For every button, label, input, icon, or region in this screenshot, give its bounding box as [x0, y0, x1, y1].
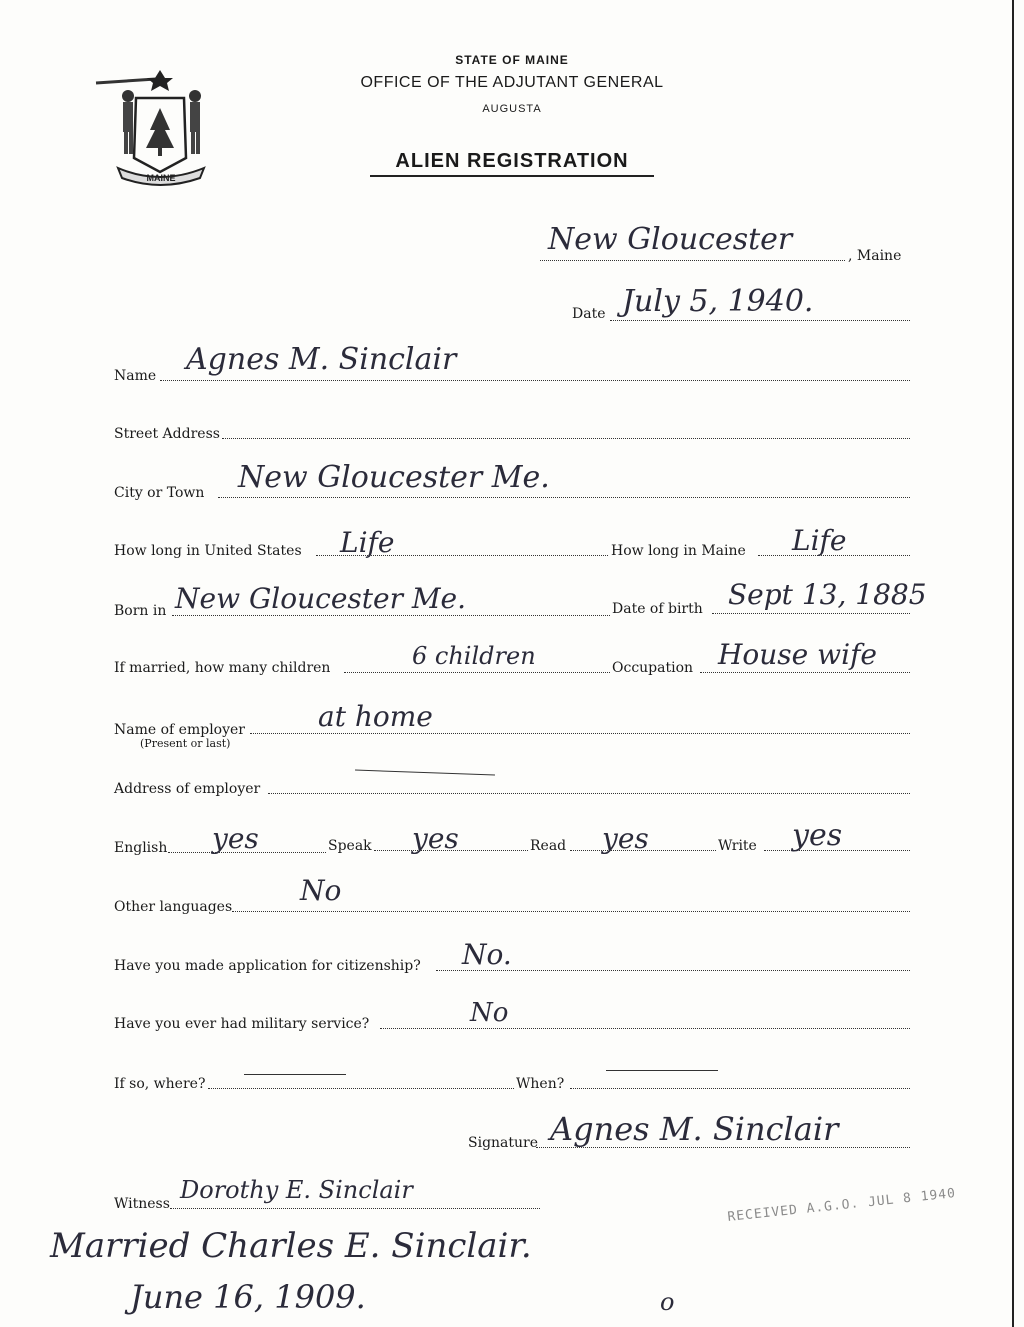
street-label: Street Address — [114, 426, 220, 442]
form-title: ALIEN REGISTRATION — [370, 150, 654, 177]
employer-value: at home — [318, 700, 433, 733]
employer-line — [250, 733, 910, 734]
how-long-maine-value: Life — [792, 524, 847, 557]
witness-line — [170, 1208, 540, 1209]
city-line — [218, 497, 910, 498]
other-languages-label: Other languages — [114, 899, 233, 915]
name-label: Name — [114, 368, 157, 384]
town-line — [540, 260, 845, 261]
header-state: STATE OF MAINE — [455, 53, 569, 67]
header-office: OFFICE OF THE ADJUTANT GENERAL — [360, 74, 664, 91]
name-line — [160, 380, 910, 381]
city-value: New Gloucester Me. — [238, 460, 550, 495]
street-line — [222, 438, 910, 439]
employer-note: (Present or last) — [140, 737, 231, 750]
maine-label: , Maine — [848, 248, 902, 264]
read-label: Read — [530, 838, 567, 854]
employer-address-dash — [355, 770, 495, 776]
english-label: English — [114, 840, 168, 856]
received-stamp: RECEIVED A.G.O. JUL 8 1940 — [726, 1186, 957, 1225]
occupation-label: Occupation — [612, 660, 694, 676]
header-city: AUGUSTA — [482, 103, 542, 115]
witness-label: Witness — [114, 1196, 170, 1212]
when-label: When? — [516, 1076, 565, 1092]
employer-address-line — [268, 793, 910, 794]
how-long-maine-label: How long in Maine — [611, 543, 746, 559]
where-line — [208, 1088, 514, 1089]
when-line — [570, 1088, 910, 1089]
citizenship-label: Have you made application for citizenship? — [114, 958, 421, 974]
marriage-note-line2: June 16, 1909. — [130, 1278, 366, 1316]
write-value: yes — [792, 818, 843, 853]
city-label: City or Town — [114, 485, 205, 501]
other-languages-line — [232, 911, 910, 912]
signature-label: Signature — [468, 1135, 539, 1151]
read-value: yes — [602, 822, 649, 855]
how-long-us-label: How long in United States — [114, 543, 302, 559]
occupation-line — [700, 672, 910, 673]
born-in-label: Born in — [114, 603, 167, 619]
svg-text:MAINE: MAINE — [146, 173, 176, 183]
maine-seal-icon — [94, 68, 229, 188]
date-line — [610, 320, 910, 321]
date-of-birth-label: Date of birth — [612, 601, 703, 617]
where-label: If so, where? — [114, 1076, 206, 1092]
occupation-value: House wife — [718, 638, 878, 671]
speak-label: Speak — [328, 838, 372, 854]
citizenship-value: No. — [462, 938, 512, 971]
born-in-line — [172, 615, 610, 616]
other-languages-value: No — [300, 874, 342, 907]
witness-value: Dorothy E. Sinclair — [180, 1176, 413, 1204]
children-value: 6 children — [412, 642, 536, 670]
date-of-birth-value: Sept 13, 1885 — [728, 578, 927, 611]
military-label: Have you ever had military service? — [114, 1016, 370, 1032]
write-label: Write — [718, 838, 757, 854]
children-line — [344, 672, 610, 673]
born-in-value: New Gloucester Me. — [175, 582, 467, 615]
stray-mark: o — [660, 1288, 675, 1316]
employer-label: Name of employer — [114, 722, 245, 738]
military-value: No — [470, 998, 509, 1028]
page-edge — [1012, 0, 1014, 1327]
employer-address-label: Address of employer — [114, 781, 261, 797]
date-value: July 5, 1940. — [622, 284, 814, 319]
when-dash — [606, 1070, 718, 1071]
where-dash — [244, 1074, 346, 1075]
english-value: yes — [212, 822, 259, 855]
speak-value: yes — [412, 822, 459, 855]
town-value: New Gloucester — [548, 222, 793, 257]
marriage-note-line1: Married Charles E. Sinclair. — [50, 1226, 532, 1266]
signature-value: Agnes M. Sinclair — [550, 1110, 839, 1148]
children-label: If married, how many children — [114, 660, 331, 676]
how-long-us-value: Life — [340, 526, 395, 559]
name-value: Agnes M. Sinclair — [186, 342, 457, 377]
date-of-birth-line — [712, 613, 910, 614]
date-label: Date — [572, 306, 606, 322]
military-line — [380, 1028, 910, 1029]
